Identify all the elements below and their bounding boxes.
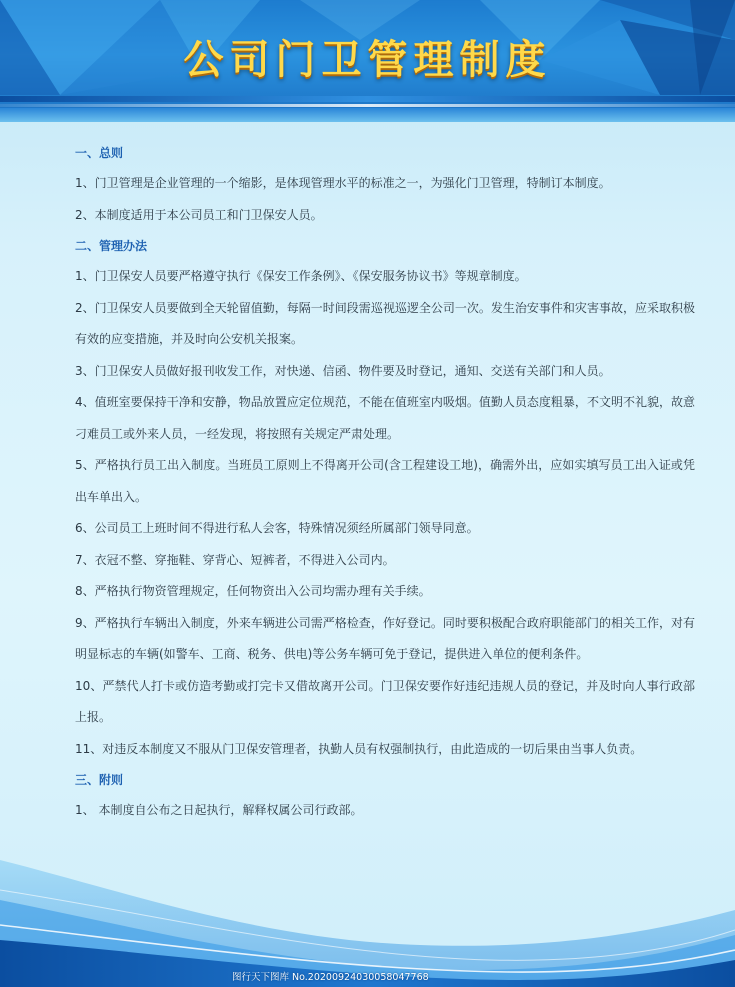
- paragraph: 2、门卫保安人员要做到全天轮留值勤，每隔一时间段需巡视巡逻全公司一次。发生治安事件和灾害事故，应采取积极有效的应变措施，并及时向公安机关报案。: [75, 300, 695, 346]
- paragraph: 1、 本制度自公布之日起执行，解释权属公司行政部。: [75, 803, 363, 817]
- paragraph: 1、门卫管理是企业管理的一个缩影，是体现管理水平的标准之一，为强化门卫管理，特制订本制度。: [75, 176, 611, 190]
- regulation-content: [75, 138, 695, 827]
- header-banner: [0, 0, 735, 122]
- paragraph: 7、衣冠不整、穿拖鞋、穿背心、短裤者，不得进入公司内。: [75, 552, 395, 567]
- paragraph: 8、严格执行物资管理规定，任何物资出入公司均需办理有关手续。: [75, 584, 431, 598]
- header-stripe-fade: [0, 108, 735, 122]
- section-management: [75, 231, 695, 765]
- page-title: 公司门卫管理制度: [183, 37, 552, 83]
- paragraph: 4、值班室要保持干净和安静，物品放置应定位规范，不能在值班室内吸烟。值勤人员态度粗暴，不文明不礼貌，故意刁难员工或外来人员，一经发现，将按照有关规定严肃处理。: [75, 395, 695, 441]
- paragraph: 10、严禁代人打卡或仿造考勤或打完卡又借故离开公司。门卫保安要作好违纪违规人员的登记，并及时向人事行政部上报。: [75, 678, 695, 724]
- bottom-wave-decoration: [0, 820, 735, 987]
- paragraph: 1、门卫保安人员要严格遵守执行《保安工作条例》、《保安服务协议书》等规章制度。: [75, 269, 527, 283]
- paragraph: 3、门卫保安人员做好报刊收发工作，对快递、信函、物件要及时登记，通知、交送有关部门和人员。: [75, 363, 611, 378]
- paragraph: 5、严格执行员工出入制度。当班员工原则上不得离开公司(含工程建设工地)，确需外出，应如实填写员工出入证或凭出车单出入。: [75, 458, 695, 504]
- paragraph: 2、本制度适用于本公司员工和门卫保安人员。: [75, 207, 323, 222]
- section-heading: 一、总则: [75, 146, 124, 160]
- section-heading: 三、附则: [75, 773, 124, 787]
- section-supplementary: [75, 765, 695, 827]
- section-general: [75, 138, 695, 231]
- header-stripe-light: [0, 104, 735, 107]
- paragraph: 9、严格执行车辆出入制度，外来车辆进公司需严格检查，作好登记。同时要积极配合政府职能部门的相关工作，对有明显标志的车辆(如警车、工商、税务、供电)等公务车辆可免于登记，提供进入单位的便利条件。: [75, 615, 695, 661]
- paragraph: 11、对违反本制度又不服从门卫保安管理者，执勤人员有权强制执行，由此造成的一切后果由当事人负责。: [75, 741, 643, 756]
- watermark: 图行天下图库 No.20200924030058047768: [232, 972, 429, 983]
- section-heading: 二、管理办法: [75, 239, 148, 253]
- paragraph: 6、公司员工上班时间不得进行私人会客，特殊情况须经所属部门领导同意。: [75, 521, 479, 535]
- header-stripe-dark: [0, 96, 735, 102]
